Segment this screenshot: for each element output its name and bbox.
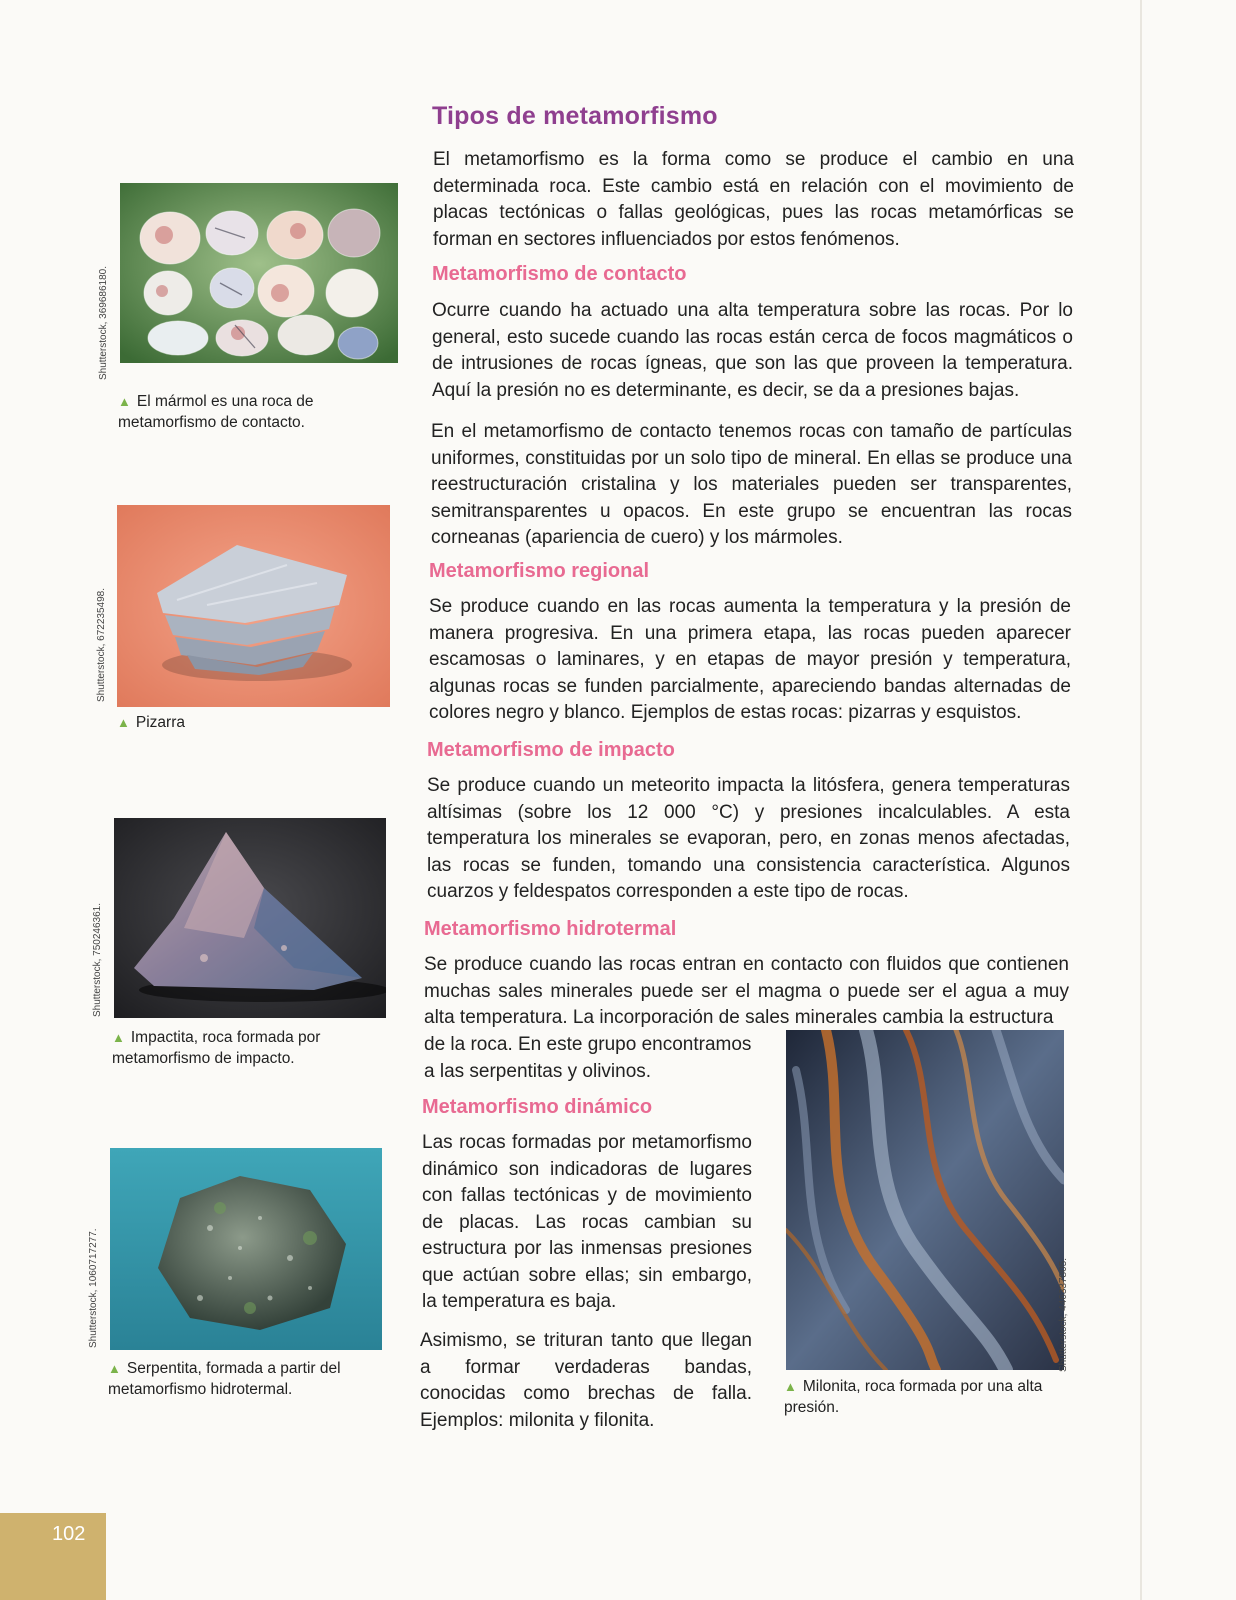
paragraph-hidrotermal-1: Se produce cuando las rocas entran en contacto con fluidos que contienen muchas sales minerales puede ser el magma o puede ser el agua a muy alta temperatura. La incorporación de sales minerales cambia la estructura	[424, 954, 1069, 1028]
intro-paragraph: El metamorfismo es la forma como se produce el cambio en una determinada roca. Este cambio está en relación con el movimiento de placas tectónicas o fallas geológicas, pues las rocas metamórficas se forman en sectores influenciados por estos fenómenos.	[433, 149, 1074, 250]
impactite-caption-text: Impactita, roca formada por metamorfismo de impacto.	[112, 1029, 321, 1067]
heading-impacto: Metamorfismo de impacto	[427, 739, 675, 761]
serpentinite-photo	[110, 1148, 382, 1350]
impactite-credit: Shutterstock, 750246361.	[92, 903, 103, 1017]
heading-regional: Metamorfismo regional	[429, 560, 650, 582]
serpentinite-credit: Shutterstock, 1060717277.	[88, 1228, 99, 1348]
paragraph-impacto: Se produce cuando un meteorito impacta la litósfera, genera temperaturas altísimas (sobre los 12 000 °C) y presiones incalculables. A esta temperatura los minerales se evaporan, pero, en zonas menos afectadas, las rocas se funden, tomando una consistencia característica. Algunos cuarzos y feldespatos corresponden a este tipo de rocas.	[427, 775, 1070, 902]
page-number-tab	[0, 1513, 106, 1600]
paragraph-contacto-2: En el metamorfismo de contacto tenemos rocas con tamaño de partículas uniformes, constituidas por un solo tipo de mineral. En ellas se produce una reestructuración cristalina y los materiales pueden ser transparentes, semitransparentes u opacos. En este grupo se encuentran las rocas corneanas (apariencia de cuero) y los mármoles.	[431, 421, 1072, 548]
mylonite-caption-text: Milonita, roca formada por una alta presión.	[784, 1378, 1043, 1416]
serpentinite-caption	[108, 1358, 368, 1400]
paragraph-hidrotermal-2: de la roca. En este grupo encontramos a las serpentitas y olivinos.	[424, 1034, 752, 1082]
paragraph-dinamico-2: Asimismo, se trituran tanto que llegan a formar verdaderas bandas, conocidas como brechas de falla. Ejemplos: milonita y filonita.	[420, 1330, 752, 1431]
paragraph-dinamico-1: Las rocas formadas por metamorfismo dinámico son indicadoras de lugares con fallas tectónicas y de movimiento de placas. Las rocas cambian su estructura por las inmensas presiones que actúan sobre ellas; sin embargo, la temperatura es baja.	[422, 1132, 752, 1312]
page-number: 102	[52, 1523, 86, 1545]
slate-photo	[117, 505, 390, 707]
marble-credit: Shutterstock, 369686180.	[98, 266, 109, 380]
caption-marker-icon: ▲	[108, 1361, 121, 1376]
paragraph-contacto-1: Ocurre cuando ha actuado una alta temperatura sobre las rocas. Por lo general, esto sucede cuando las rocas están cerca de focos magmáticos o de intrusiones de rocas ígneas, que son las que proveen la temperatura. Aquí la presión no es determinante, es decir, se da a presiones bajas.	[432, 300, 1073, 401]
page-title: Tipos de metamorfismo	[432, 102, 718, 130]
mylonite-caption	[784, 1376, 1084, 1418]
caption-marker-icon: ▲	[784, 1379, 797, 1394]
caption-marker-icon: ▲	[112, 1030, 125, 1045]
mylonite-credit: Shutterstock, 446337805.	[1058, 1258, 1069, 1372]
mylonite-photo	[786, 1030, 1064, 1370]
paragraph-regional: Se produce cuando en las rocas aumenta la temperatura y la presión de manera progresiva. En una primera etapa, las rocas pueden aparecer escamosas o laminares, y en etapas de mayor presión y temperatura, algunas rocas se funden parcialmente, apareciendo bandas alternadas de colores negro y blanco. Ejemplos de estas rocas: pizarras y esquistos.	[429, 596, 1071, 723]
marble-caption-text: El mármol es una roca de metamorfismo de contacto.	[118, 393, 314, 431]
impactite-photo	[114, 818, 386, 1018]
caption-marker-icon: ▲	[117, 715, 130, 730]
slate-caption-text: Pizarra	[135, 714, 185, 731]
heading-contacto: Metamorfismo de contacto	[432, 263, 687, 285]
impactite-caption	[112, 1027, 352, 1069]
heading-hidrotermal: Metamorfismo hidrotermal	[424, 918, 677, 940]
serpentinite-caption-text: Serpentita, formada a partir del metamorfismo hidrotermal.	[108, 1360, 341, 1398]
slate-caption	[117, 712, 347, 733]
caption-marker-icon: ▲	[118, 394, 131, 409]
marble-caption	[118, 391, 348, 433]
heading-dinamico: Metamorfismo dinámico	[422, 1096, 653, 1118]
slate-credit: Shutterstock, 672235498.	[96, 588, 107, 702]
page-edge	[1140, 0, 1142, 1600]
marble-photo	[120, 183, 398, 363]
